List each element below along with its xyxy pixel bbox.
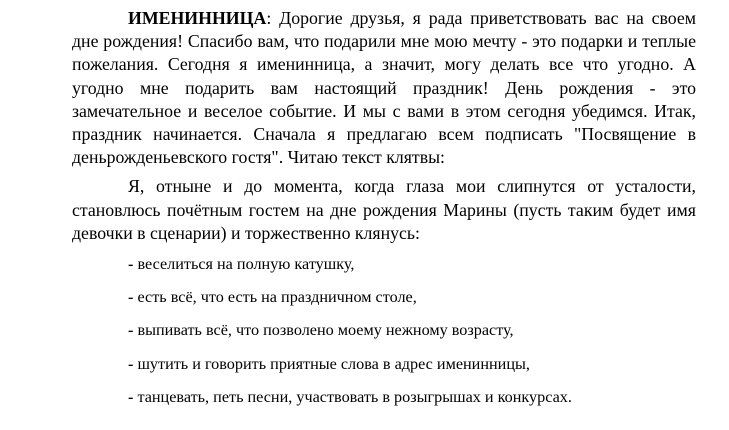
list-item-text: веселиться на полную катушку,: [133, 255, 355, 274]
list-item: [72, 320, 696, 340]
list-item: [72, 354, 696, 374]
list-item-marker: -: [128, 255, 134, 274]
speaker-name: ИМЕНИННИЦА: [128, 8, 267, 28]
oath-list: [72, 254, 696, 407]
list-item-marker: -: [128, 288, 134, 307]
list-item-text: есть всё, что есть на праздничном столе,: [133, 288, 417, 307]
document-body: [72, 7, 696, 407]
list-item-marker: -: [128, 354, 134, 373]
list-item-marker: -: [128, 321, 134, 340]
list-item-text: выпивать всё, что позволено моему нежному возрасту,: [133, 321, 514, 340]
list-item-marker: -: [128, 387, 134, 406]
oath-paragraph: Я, отныне и до момента, когда глаза мои слипнутся от усталости, становлюсь почётным гостем на дне рождения Марины (пусть таким будет имя девочки в сценарии) и торжественно клянусь:: [72, 176, 696, 243]
list-item: [72, 387, 696, 407]
list-item: [72, 254, 696, 274]
list-item: [72, 287, 696, 307]
intro-text: : Дорогие друзья, я рада приветствовать вас на своем дне рождения! Спасибо вам, что подарили мне мою мечту - это подарки и теплые пожелания. Сегодня я именинница, а значит, могу делать все что угодно. А угодно мне подарить вам настоящий праздник! День рождения - это замечательное и веселое событие. И мы с вами в этом сегодня убедимся. Итак, праздник начинается. Сначала я предлагаю всем подписать "Посвящение в деньрожденьевского гостя". Читаю текст клятвы:: [72, 8, 696, 168]
list-item-text: танцевать, петь песни, участвовать в розыгрышах и конкурсах.: [133, 387, 572, 406]
list-item-text: шутить и говорить приятные слова в адрес именинницы,: [133, 354, 530, 373]
intro-paragraph: [72, 7, 696, 169]
